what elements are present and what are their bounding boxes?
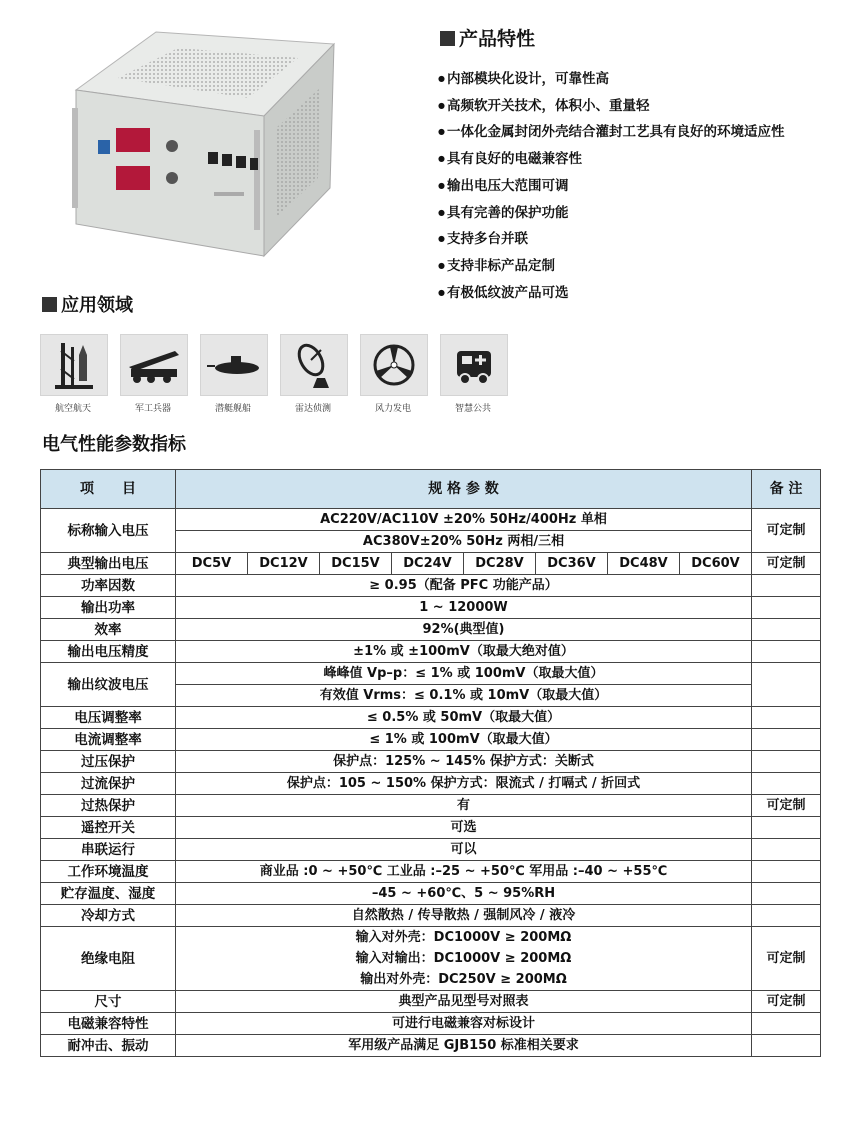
table-row: [41, 575, 821, 597]
row-label: 输出纹波电压: [41, 663, 176, 707]
table-row: [41, 509, 821, 531]
app-item: 航空航天: [40, 334, 106, 414]
row-label: 串联运行: [41, 839, 176, 861]
row-value: –45 ~ +60℃、5 ~ 95%RH: [176, 883, 752, 905]
table-row: [41, 817, 821, 839]
product-image: [68, 28, 338, 260]
app-item: 智慧公共: [440, 334, 506, 414]
row-value: 可进行电磁兼容对标设计: [176, 1013, 752, 1035]
table-row: [41, 553, 821, 575]
row-value: DC5V: [176, 553, 248, 575]
table-row: [41, 1013, 821, 1035]
table-row: [41, 905, 821, 927]
row-value: 军用级产品满足 GJB150 标准相关要求: [176, 1035, 752, 1057]
table-row: [41, 773, 821, 795]
table-row: [41, 663, 821, 685]
row-value: 有: [176, 795, 752, 817]
row-value: AC220V/AC110V ±20% 50Hz/400Hz 单相: [176, 509, 752, 531]
row-label: 过热保护: [41, 795, 176, 817]
row-value: DC60V: [680, 553, 752, 575]
row-label: 输出功率: [41, 597, 176, 619]
row-label: 绝缘电阻: [41, 927, 176, 991]
list-item: ● 高频软开关技术，体积小、重量轻: [438, 93, 784, 120]
row-value: DC12V: [248, 553, 320, 575]
missile-launcher-icon: [125, 345, 183, 385]
applications-grid: [40, 334, 506, 414]
table-row: [41, 839, 821, 861]
row-value: 可以: [176, 839, 752, 861]
table-header: [41, 470, 821, 509]
table-row: [41, 619, 821, 641]
row-label: 电磁兼容特性: [41, 1013, 176, 1035]
spec-title: 电气性能参数指标: [42, 434, 186, 455]
header-item: 项 目: [41, 470, 176, 509]
row-value: 92%(典型值): [176, 619, 752, 641]
table-row: [41, 991, 821, 1013]
row-label: 标称输入电压: [41, 509, 176, 553]
row-label: 耐冲击、振动: [41, 1035, 176, 1057]
row-remark: 可定制: [752, 509, 821, 553]
row-label: 过流保护: [41, 773, 176, 795]
features-list: [438, 66, 784, 306]
row-value: ≤ 0.5% 或 50mV（取最大值）: [176, 707, 752, 729]
row-remark: [752, 1035, 821, 1057]
row-value: 保护点：125% ~ 145% 保护方式：关断式: [176, 751, 752, 773]
row-remark: 可定制: [752, 991, 821, 1013]
row-value: 输入对外壳：DC1000V ≥ 200MΩ: [176, 927, 752, 949]
row-remark: [752, 817, 821, 839]
table-row: [41, 597, 821, 619]
row-value: DC28V: [464, 553, 536, 575]
row-value: AC380V±20% 50Hz 两相/三相: [176, 531, 752, 553]
header-remark: 备 注: [752, 470, 821, 509]
list-item: ● 有极低纹波产品可选: [438, 280, 784, 307]
list-item: ● 具有良好的电磁兼容性: [438, 146, 784, 173]
row-remark: [752, 905, 821, 927]
table-row: [41, 641, 821, 663]
radar-dish-icon: [291, 340, 337, 390]
row-value: 输出对外壳：DC250V ≥ 200MΩ: [176, 969, 752, 991]
row-label: 遥控开关: [41, 817, 176, 839]
row-value: 可选: [176, 817, 752, 839]
row-remark: 可定制: [752, 795, 821, 817]
spec-table: [40, 469, 821, 1057]
list-item: ● 输出电压大范围可调: [438, 173, 784, 200]
table-row: [41, 729, 821, 751]
app-item: 风力发电: [360, 334, 426, 414]
row-label: 贮存温度、湿度: [41, 883, 176, 905]
row-remark: [752, 575, 821, 597]
row-label: 工作环境温度: [41, 861, 176, 883]
table-row: [41, 883, 821, 905]
applications-title: 应用领域: [42, 291, 133, 317]
app-item: 军工兵器: [120, 334, 186, 414]
submarine-icon: [205, 350, 263, 380]
table-row: [41, 1035, 821, 1057]
row-value: 有效值 Vrms：≤ 0.1% 或 10mV（取最大值）: [176, 685, 752, 707]
header-spec: 规 格 参 数: [176, 470, 752, 509]
table-row: [41, 795, 821, 817]
row-remark: [752, 641, 821, 663]
row-value: DC24V: [392, 553, 464, 575]
row-remark: [752, 751, 821, 773]
row-value: 典型产品见型号对照表: [176, 991, 752, 1013]
row-label: 效率: [41, 619, 176, 641]
row-remark: 可定制: [752, 927, 821, 991]
list-item: ● 支持多台并联: [438, 226, 784, 253]
row-remark: [752, 597, 821, 619]
rocket-launch-icon: [49, 339, 99, 391]
ambulance-icon: [451, 343, 497, 387]
wind-turbine-icon: [370, 341, 418, 389]
row-remark: [752, 663, 821, 707]
row-label: 电压调整率: [41, 707, 176, 729]
list-item: ● 具有完善的保护功能: [438, 200, 784, 227]
row-label: 尺寸: [41, 991, 176, 1013]
row-value: 峰峰值 Vp–p：≤ 1% 或 100mV（取最大值）: [176, 663, 752, 685]
app-item: 雷达侦测: [280, 334, 346, 414]
row-value: 商业品 :0 ~ +50℃ 工业品 :–25 ~ +50℃ 军用品 :–40 ~ +55℃: [176, 861, 752, 883]
table-row: [41, 861, 821, 883]
list-item: ● 内部模块化设计，可靠性高: [438, 66, 784, 93]
features-title: 产品特性: [440, 24, 535, 51]
row-value: ≥ 0.95（配备 PFC 功能产品）: [176, 575, 752, 597]
table-row: [41, 751, 821, 773]
row-label: 过压保护: [41, 751, 176, 773]
row-value: 输入对输出：DC1000V ≥ 200MΩ: [176, 948, 752, 969]
row-value: DC48V: [608, 553, 680, 575]
row-label: 冷却方式: [41, 905, 176, 927]
row-label: 电流调整率: [41, 729, 176, 751]
table-row: [41, 927, 821, 949]
list-item: ● 一体化金属封闭外壳结合灌封工艺具有良好的环境适应性: [438, 119, 784, 146]
row-remark: [752, 729, 821, 751]
row-value: ≤ 1% 或 100mV（取最大值）: [176, 729, 752, 751]
row-remark: [752, 707, 821, 729]
row-value: DC15V: [320, 553, 392, 575]
row-value: 1 ~ 12000W: [176, 597, 752, 619]
row-label: 功率因数: [41, 575, 176, 597]
row-remark: [752, 1013, 821, 1035]
row-remark: [752, 883, 821, 905]
row-value: 自然散热 / 传导散热 / 强制风冷 / 液冷: [176, 905, 752, 927]
row-remark: [752, 861, 821, 883]
row-remark: [752, 839, 821, 861]
list-item: ● 支持非标产品定制: [438, 253, 784, 280]
row-remark: 可定制: [752, 553, 821, 575]
row-value: ±1% 或 ±100mV（取最大绝对值）: [176, 641, 752, 663]
table-row: [41, 707, 821, 729]
row-label: 典型输出电压: [41, 553, 176, 575]
row-remark: [752, 619, 821, 641]
row-value: DC36V: [536, 553, 608, 575]
row-remark: [752, 773, 821, 795]
app-item: 潜艇舰船: [200, 334, 266, 414]
row-label: 输出电压精度: [41, 641, 176, 663]
row-value: 保护点：105 ~ 150% 保护方式：限流式 / 打嗝式 / 折回式: [176, 773, 752, 795]
